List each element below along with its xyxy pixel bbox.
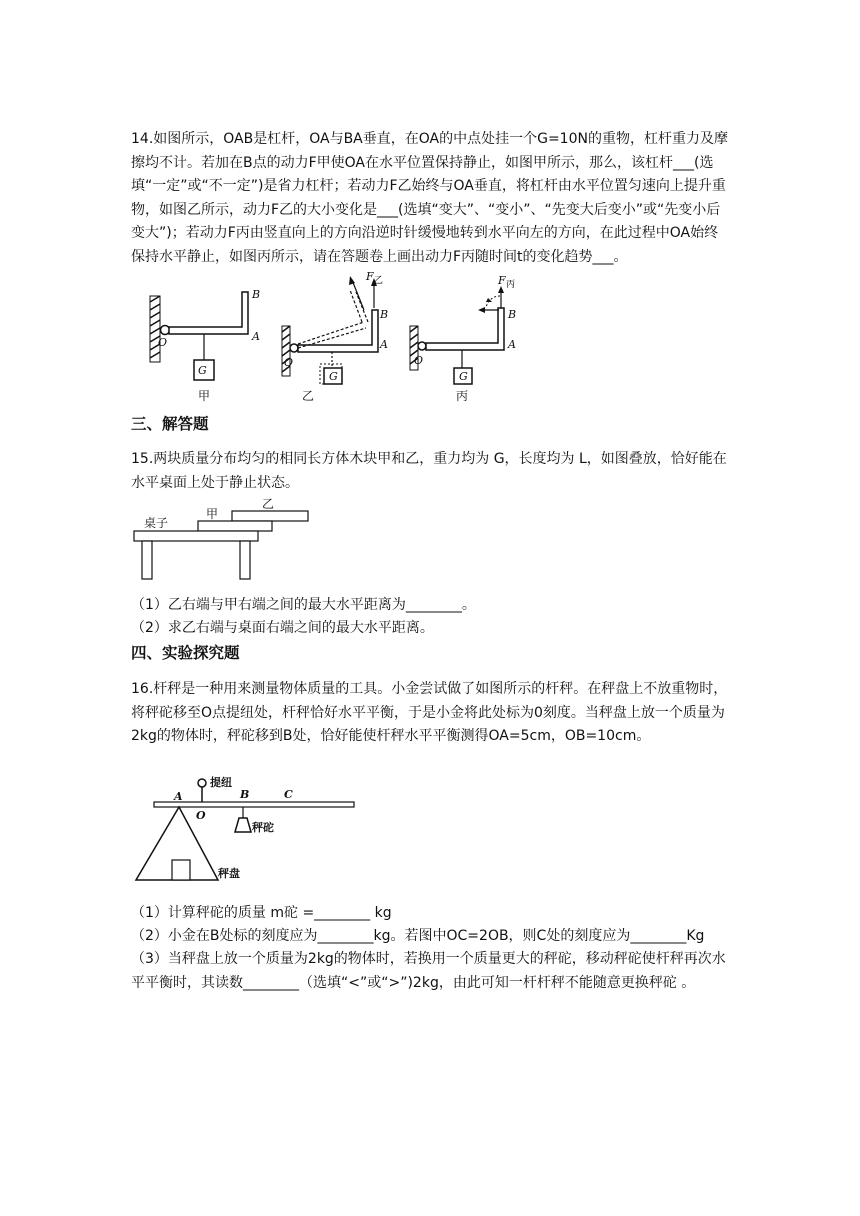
label-a: A [380,338,388,351]
label-a: A [174,790,183,803]
table-leg-right [240,541,250,579]
figure-15-table [132,498,322,584]
label-jia: 甲 [206,507,219,521]
section-3-heading: 三、解答题 [131,415,209,433]
label-counterweight: 秤砣 [252,821,274,834]
section-4-heading: 四、实验探究题 [131,644,240,662]
label-table: 桌子 [144,516,169,530]
force-arrow-f-yi [352,280,364,310]
label-a: A [252,330,260,343]
wall-hatch [150,296,160,362]
figure-14-jia [148,284,268,406]
pivot-circle [418,342,426,350]
arrow-head [478,307,485,313]
label-o: O [158,336,168,349]
caption-bing: 丙 [456,389,469,403]
label-f: F [366,270,374,283]
label-b: B [508,308,517,321]
label-o: O [196,809,206,822]
figure-16-steelyard [134,774,358,888]
label-g: G [459,370,468,383]
caption-yi: 乙 [302,389,315,403]
label-pan: 秤盘 [218,867,240,880]
lever-oab [426,308,504,350]
label-f-sub: 丙 [506,280,516,290]
question-16-sub-1: （1）计算秤砣的质量 m砣 =________ kg [131,905,392,921]
lever-oab [169,292,248,334]
label-a: A [508,338,516,351]
label-b: B [380,308,389,321]
question-16-text: 16.杆秤是一种用来测量物体质量的工具。小金尝试做了如图所示的杆秤。在秤盘上不放重物时，将秤砣移至O点提纽处，杆秤恰好水平平衡，于是小金将此处标为0刻度。当秤盘上放一个质量为2kg的物体时，秤砣移到B处，恰好能使杆秤水平平衡测得OA=5cm，OB=10cm。 [131,681,728,744]
label-g: G [329,370,338,383]
block-yi [232,511,308,521]
label-knob: 提纽 [210,776,232,789]
question-15-sub-2: （2）求乙右端与桌面右端之间的最大水平距离。 [131,620,434,636]
tabletop [134,531,258,541]
question-15-text: 15.两块质量分布均匀的相同长方体木块甲和乙，重力均为 G，长度均为 L，如图叠放，恰好能在水平桌面上处于静止状态。 [131,451,727,491]
label-g: G [198,364,207,377]
label-o: O [284,356,294,369]
beam [154,802,354,807]
counterweight [235,818,251,832]
table-leg-left [142,541,152,579]
label-c: C [284,788,293,801]
figure-14-bing [406,268,526,406]
question-16-sub-2: （2）小金在B处标的刻度应为________kg。若图中OC=2OB，则C处的刻度应为________Kg [131,928,705,944]
pivot-circle [161,326,170,335]
question-16-sub-3: （3）当秤盘上放一个质量为2kg的物体时，若换用一个质量更大的秤砣，移动秤砣使杆秤再次水平平衡时，其读数________（选填“<”或“>”)2kg，由此可知一杆杆秤不能随意更换秤砣 。 [131,951,726,991]
block-jia [198,521,272,531]
label-f: F [498,274,506,287]
label-o: O [414,354,424,367]
label-b: B [252,288,261,301]
label-f-sub: 乙 [374,276,384,286]
object-on-pan [172,860,190,880]
figure-14-yi [280,268,400,406]
pivot-circle [290,344,298,352]
arrow-head [498,286,504,293]
raised-lever-dashed [298,322,366,348]
knob-ring [198,779,206,787]
label-yi: 乙 [262,498,275,511]
raised-arm-dashed [350,290,368,322]
question-15-sub-1: （1）乙右端与甲右端之间的最大水平距离为________。 [131,597,476,613]
label-b: B [240,788,250,801]
question-14-text: 14.如图所示，OAB是杠杆，OA与BA垂直，在OA的中点处挂一个G=10N的重物，杠杆重力及摩擦均不计。若加在B点的动力F甲使OA在水平位置保持静止，如图甲所示，那么，该杠杆___(选填“一定”或“不一定”)是省力杠杆；若动力F乙始终与OA垂直，将杠杆由水平位置匀速向上提升重物，如图乙所示，动力F乙的大小变化是___(选填“变大”、“变小”、“先变大后变小”或“先变小后变大”)；若动力F丙由竖直向上的方向沿逆时针缓慢地转到水平向左的方向，在此过程中OA始终保持水平静止，如图丙所示，请在答题卷上画出动力F丙随时间t的变化趋势___。 [131,131,728,265]
caption-jia: 甲 [198,389,211,403]
